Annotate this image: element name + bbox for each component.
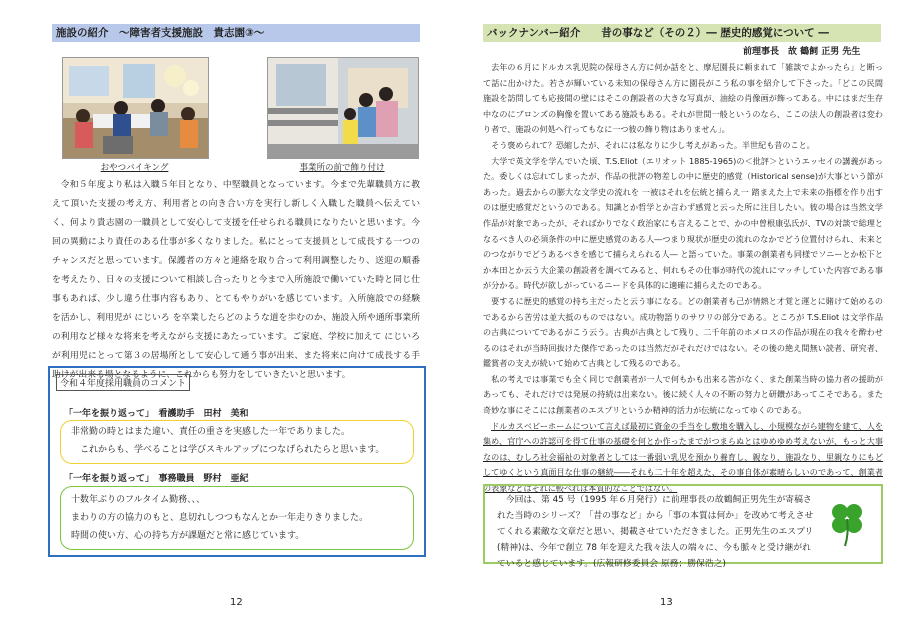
right-body-text — [483, 60, 883, 497]
comment1-line: これからも、学べることは学びスキルアップにつなげられたらと思います。 — [80, 445, 385, 455]
left-page-header: 施設の紹介 ～障害者支援施設 貴志園③～ — [52, 24, 420, 42]
comment2-line: 時間の使い方、心の持ち方が課題だと常に感じています。 — [71, 531, 305, 541]
article-paragraph: 去年の６月にドルカス乳児院の保母さん方に何か話をと、摩尼園長に頼まれて「雑談でよかったら」と断って話に出かけた。若さが輝いている未知の保母さん方に園長がこう私の事を紹介して下さった。「どこの民間施設を訪問しても応接間の壁にはそこの創設者の大きな写真が、油絵の肖像画が飾ってある。中にはまだ生存中なのにブロンズの胸像を置いてある施設もある。それが世間一般というのなら、ここの法人の創設者は変わり者で、施設の何処へ行ってもなに一つ彼の飾り物はありません」。 — [483, 62, 883, 135]
right-page — [455, 0, 910, 644]
snack-buffet-caption: おやつバイキング — [100, 163, 169, 173]
article-paragraph: ドルカスベビーホームについて言えば最初に資金の手当をし敷地を購入し、小規模ながら建物を建て、人を集め、官庁への許認可を得て仕事の基礎を何とか作ったまでがつまらぬとはゆめゆめ考えないが、もっと大事なのは、むしろ社会福祉の対象者としては一番弱い乳児を預かり養育し、親なり、施設なり、里親なりにもどしてゆくという真面目な仕事の継続――それも二十年を超えた、その事自体が素晴らしいのであって、創業者の表象などはそれに較べれば本質的なことではない。 — [483, 420, 883, 494]
comment2-line: まわりの方の協力のもと、息切れしつつもなんとか一年走りきりました。 — [71, 513, 369, 523]
comment2-bubble — [60, 486, 414, 550]
snack-buffet-photo — [62, 57, 209, 159]
new-staff-comments-box — [48, 366, 426, 557]
left-page-number: 12 — [230, 597, 243, 608]
article-paragraph: そう褒められて？恐縮したが、それには私なりに少し考えがあった。半世紀も昔のこと。 — [491, 139, 815, 150]
decorating-photo — [267, 57, 419, 159]
comment2-title: 「一年を振り返って」 事務職員 野村 亜紀 — [64, 474, 249, 484]
editor-note-text: 今回は、第 45 号（1995 年６月発行）に前理事長の故鶴飼正男先生が寄稿された当時のシリーズ？「昔の事など」から「事の本質は何か」を改めて考えさせてくれる素敵な文章だと思い、掲載させていただきました。正男先生のエスプリ(精神)は、今年で創立 78 年を迎えた我々法人の端々に、今も脈々と受け継がれていると感じています。(広報研修委員会 原務；勝保浩之) — [497, 495, 814, 569]
comments-box-title: 令和４年度採用職員のコメント — [56, 374, 190, 391]
right-page-header: バックナンバー紹介 昔の事など（その２）― 歴史的感覚について ― — [483, 24, 881, 42]
editor-note-box — [483, 484, 883, 569]
article-paragraph: 私の考えでは事業でも全く同じで創業者が一人で何もかも出来る筈がなく、また創業当時の協力者の援助があっても、それだけでは発展の持続は出来ない。後に続く人々の不断の努力と研鑽があってこそである。また奇妙な事にそこには創業者のエスプリというか精神的活力が伝統になってゆくのである。 — [483, 373, 883, 416]
article-paragraph: 大学で英文学を学んでいた頃、T.S.Eliot（エリオット 1885-1965)の＜批評＞というエッセイの講義があった。委しくは忘れてしまったが、作品の批評の物差しの中に歴史的感覚（Historical sense)が大事という節があった。過去からの膨大な文学史の流れを 一被はそれを伝統と捕らえ一 踏まえた上で未来の指標を作り出すのは歴史感覚だというのである。知識とか哲学とか言わず感覚と云った所に注目したい。彼の場合は当然文学作品が対象であったが、そればかりでなく政治家にも言えることで、かの中曽根康弘氏が、TVの対談で総理となるべき人の必須条件の中に歴史感覚のある人―つまり現状が歴史の流れのなかでどう位置付けられ、未来とのつながりでどうあるべきを感じて捕らえられる人― と語っていた。事業の創業者も同様でソニーとか松下とか本田とか云う大企業の創設者を調べてみると、何れもその仕事が時代の流れにマッチしていた内容である事が分かる。時代が欲しがっているニードを具体的に適確に捕らえたのである。 — [483, 155, 883, 291]
left-body-text: 令和５年度より私は入職５年目となり、中堅職員となっています。今まで先輩職員方に教えて頂いた支援の考え方、利用者との向き合い方を実行し新しく入職した職員へ伝えていく、何より貴志園の一職員として安心して支援を任せられる職員になりたいと思います。今回の異動により責任のある仕事が多くなりました。私にとって支援員として成長する一つのチャンスだと思っています。保護者の方々と連絡を取り合って利用調整したり、送迎の順番を考えたり、日々の支援について相談し合ったりと今まで入所施設で働いていた時と同じ仕事もあれば、少し違う仕事内容もあり、とてもやりがいを感じています。入所施設での経験を活かし、利用児が にじいろ を卒業したらどのような道を歩むのか、施設入所や通所事業所の利用など様々な将来を考えながら支援にあたっています。ご家庭、学校に加えて にじいろ が利用児にとって第３の居場所として安心して通う事が出来、また将来に向けて成長する手助けが出来る場となるように、これからも努力をしていきたいと思います。 — [52, 180, 420, 380]
comment1-title: 「一年を振り返って」 看護助手 田村 美和 — [64, 409, 249, 419]
author-credit: 前理事長 故 鶴飼 正男 先生 — [743, 47, 861, 57]
article-paragraph: 要するに歴史的感覚の持ち主だったと云う事になる。どの創業者も己が情熱と才覚と運とに賭けて始めるのであるから苦労は並大抵のものではない。成功物語りのサワリの部分である。ところが T.S.Eliot は文学作品の古典についてであるがこう云う。古典が古典として残り、二千年前のホメロスの作品が現在の我々を酔わせるのはそれが当時回抜けた傑作であったのは当然だがそれだけではない。その後の絶え間無い読者、研究者、鑑賞者の支えが続いて始めて古典として残るのである。 — [483, 295, 883, 369]
comment1-bubble — [60, 420, 414, 464]
comment2-line: 十数年ぶりのフルタイム勤務、、、 — [71, 495, 206, 505]
clover-icon — [825, 498, 869, 548]
decorating-caption: 事業所の前で飾り付け — [299, 163, 385, 173]
right-page-number: 13 — [660, 597, 673, 608]
comment1-line: 非常勤の時とはまた違い、責任の重さを実感した一年でありました。 — [71, 427, 351, 437]
